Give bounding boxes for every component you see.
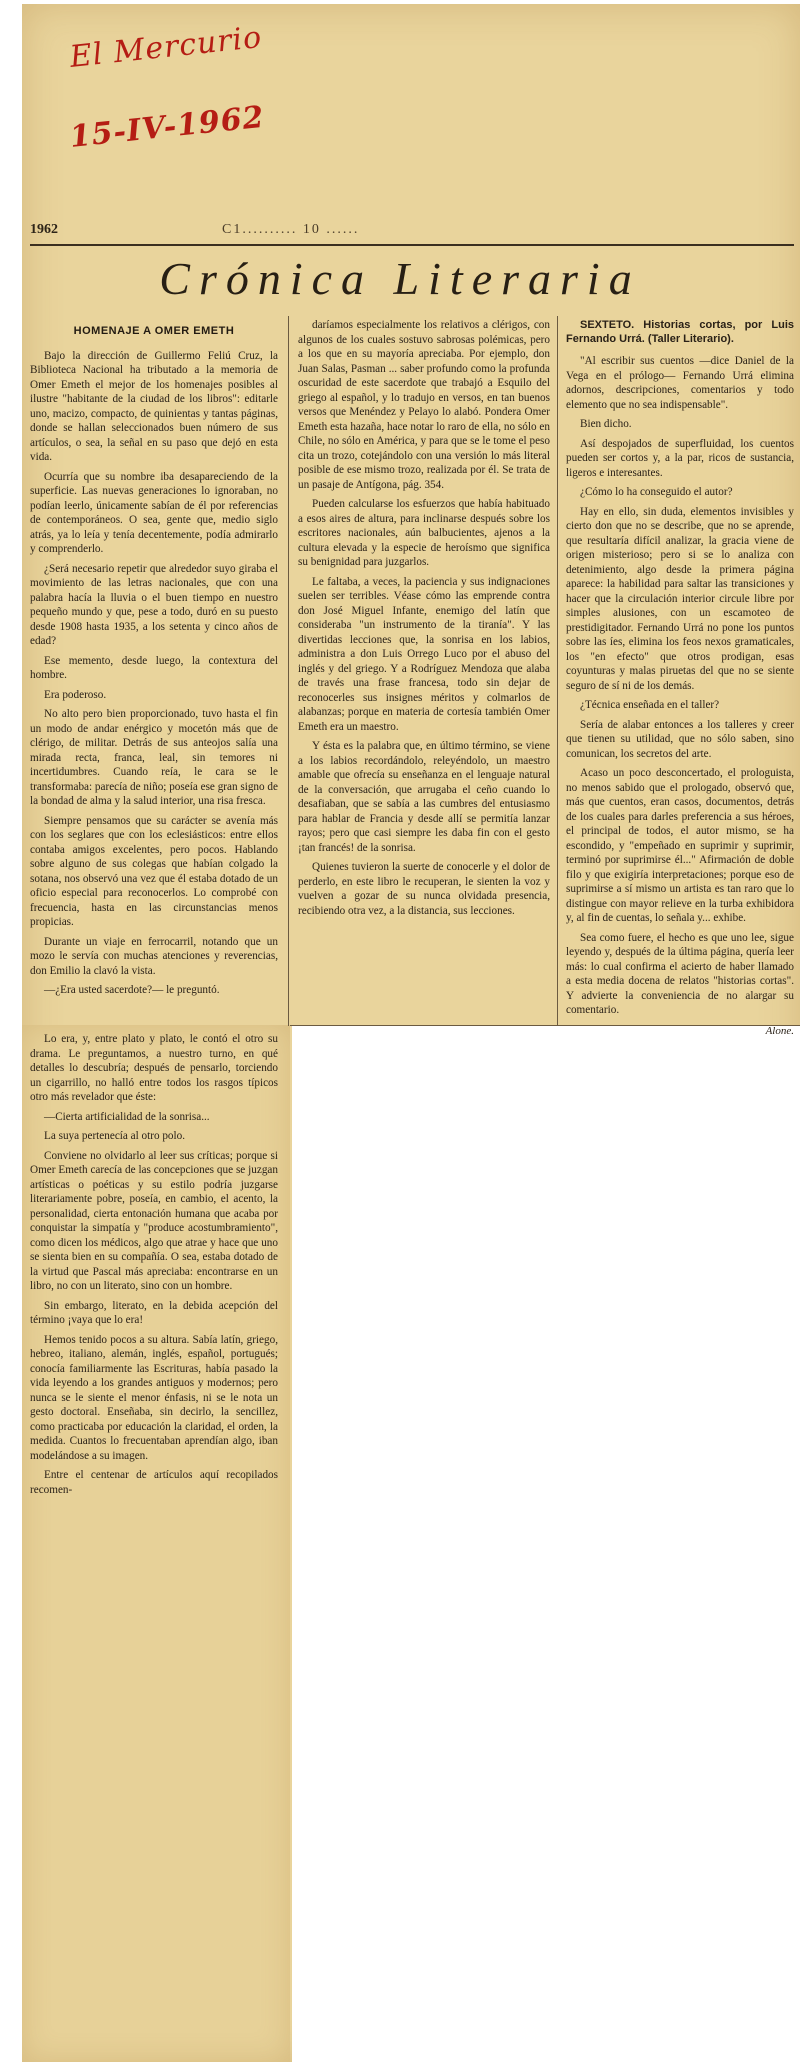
paragraph: Entre el centenar de artículos aquí recopilados recomen- <box>30 1469 278 1496</box>
top-rule <box>30 244 794 246</box>
paragraph: Hay en ello, sin duda, elementos invisibles y cierto don que no se describe, que no se aprende, que resultaría difícil analizar, la gracia viene de origen misterioso; pero si se lo analiza con detenimiento, algo desde la primera página aparece: la habilidad para saltar las transiciones y hacer que la circulación interior circule libre por simples alusiones, con un escamoteo de prestidigitador. Fernando Urrá no pone los puntos sobre las íes, elimina los feos nexos gramaticales, los "en efecto" que otros prodigan, esas coyunturas y malas piruetas del que no se siente seguro de sí ni de los demás. <box>566 505 794 692</box>
article-heading: HOMENAJE A OMER EMETH <box>73 325 235 337</box>
paragraph: Ese memento, desde luego, la contextura del hombre. <box>30 654 278 681</box>
paragraph: Sin embargo, literato, en la debida acepción del término ¡vaya que lo era! <box>30 1299 278 1326</box>
paragraph: ¿Cómo lo ha conseguido el autor? <box>580 486 733 498</box>
blank-page-area <box>292 1025 800 2062</box>
paragraph: Sería de alabar entonces a los talleres y creer que tienen su utilidad, que no sólo saben, sino comunican, los secretos del arte. <box>566 718 794 760</box>
issue-year: 1962 <box>30 222 58 237</box>
paragraph: ¿Técnica enseñada en el taller? <box>580 699 720 711</box>
column-divider <box>288 316 289 1026</box>
dialogue-line: —¿Era usted sacerdote?— le preguntó. <box>44 984 220 996</box>
column-divider <box>557 316 558 1026</box>
review-heading: SEXTETO. Historias cortas, por Luis Fernando Urrá. (Taller Literario). <box>566 319 794 345</box>
paragraph: Acaso un poco desconcertado, el prologuista, no menos sabido que el prologado, observó que, más que cuentos, eran casos, documentos, detrás de los cuales para darles preferencia a sus héroes, el principal de todos, el autor mismo, se ha escondido, y "empeñado en suprimir y suprimir, terminó por suprimirse él..." Afirmación de doble filo y que exigiría interpretaciones; porque eso de suprimirse a sí mismo un artista es tan raro que lo distingue con mayor relieve en la turba exhibidora y, al fin de cuentas, lo señala y... exhibe. <box>566 767 794 924</box>
paragraph: ¿Será necesario repetir que alrededor suyo giraba el movimiento de las letras nacionales, que con una palabra hacía la lluvia o el buen tiempo en nuestro pequeño mundo y que, pese a todo, duró en su puesto desde 1908 hasta 1935, a los setenta y cinco años de edad? <box>30 562 278 647</box>
dialogue-line: —Cierta artificialidad de la sonrisa... <box>44 1110 210 1123</box>
review-column-3 <box>566 318 794 1038</box>
author-signature: Alone. <box>765 1024 794 1037</box>
paragraph: Ocurría que su nombre iba desapareciendo de la superficie. Las nuevas generaciones lo ignoraban, no podían leerlo, únicamente sabían de él por referencias de contemporáneos. O sea, gente que, medio siglo atrás, ya lo leía y tenía decentemente, podía admirarlo y comprenderlo. <box>30 470 278 555</box>
paragraph: Durante un viaje en ferrocarril, notando que un mozo le servía con muchas atenciones y reverencias, don Emilio la clavó la vista. <box>30 935 278 977</box>
paragraph: Hemos tenido pocos a su altura. Sabía latín, griego, hebreo, italiano, alemán, inglés, español, portugués; conocía familiarmente las Escrituras, había pasado la vida leyendo a los grandes antiguos y modernos; pero nunca se le siente el menor énfasis, ni se le nota un gesto doctoral. Enseñaba, sin decirlo, la sencillez, como practicaba por educación la claridad, el orden, la medida. Cuantos lo frecuentaban aprendían algo, iban modelándose a su imagen. <box>30 1333 278 1462</box>
page-title: Crónica Literaria <box>159 253 641 304</box>
paragraph: Bien dicho. <box>580 418 632 430</box>
paragraph: Quienes tuvieron la suerte de conocerle y el dolor de perderlo, en este libro le recuperan, le sienten la voz y vuelven a gozar de su nunca olvidada presencia, recibiendo otra vez, a la distancia, sus lecciones. <box>298 861 550 917</box>
article-column-1 <box>30 320 278 1003</box>
paragraph: Lo era, y, entre plato y plato, le contó el otro su drama. Le preguntamos, a nuestro turno, en qué detalles lo descubría; después de pensarlo, torciendo un cigarrillo, no halló entre todos los rasgos típicos otro más revelador que éste: <box>30 1033 278 1103</box>
paragraph: Era poderoso. <box>44 688 107 701</box>
paragraph: Bajo la dirección de Guillermo Feliú Cruz, la Biblioteca Nacional ha tributado a la memoria de Omer Emeth el mejor de los homenajes posibles al ilustre "habitante de la ciudad de los libros": editarle uno, macizo, compacto, de quinientas y tantas páginas, donde se hallan seleccionados buen número de sus artículos, o sea, la señal en su paso que dejó en esta vida. <box>30 349 278 463</box>
paragraph: No alto pero bien proporcionado, tuvo hasta el fin un modo de andar enérgico y mocetón más que de clérigo, de militar. Detrás de sus anteojos salía una mirada recta, franca, leal, sin temores ni incertidumbres. Cuando reía, le cara se le transformaba: parecía de niño; poseía ese gran signo de la bondad de alma y la salud interior, una risa fresca. <box>30 708 278 807</box>
article-column-1-continued <box>30 1032 278 1502</box>
paragraph: "Al escribir sus cuentos —dice Daniel de la Vega en el prólogo— Fernando Urrá elimina adornos, descripciones, comentarios y todo elemento que no sea indispensable". <box>566 355 794 411</box>
paragraph: Conviene no olvidarlo al leer sus críticas; porque si Omer Emeth carecía de las concepciones que se juzgan artísticas o poéticas y su estilo podría juzgarse literariamente pobre, poseía, en cambio, el acento, la personalidad, cierta entonación humana que acaba por conquistar la simpatía y "produce acostumbramiento", como dicen los médicos, algo que atrae y hace que uno se sienta bien en su compañía. O sea, estaba dotado de la virtud que Pascal más apreciaba: encontrarse en un libro, no con un literato, sino con un hombre. <box>30 1149 278 1292</box>
paragraph: Siempre pensamos que su carácter se avenía más con los seglares que con los eclesiásticos: entre ellos contaba amigos excelentes, pero pocos. Hablando sobre alguno de sus colegas que habían colgado la sotana, nos observó una vez que él estaba dotado de un oficio especial para reconocerlos. Lo comprobé con frecuencia, hasta en las circunstancias menos propicias. <box>30 814 278 928</box>
handwritten-source-note: El Mercurio <box>68 19 264 75</box>
paragraph: Pueden calcularse los esfuerzos que había habituado a esos aires de altura, para inclinarse después sobre los escritores nacionales, aún balbucientes, ajenos a la cultura elevada y la especie de heroísmo que significa su benignidad para juzgarlos. <box>298 498 550 568</box>
faded-dateline: C1.......... 10 ...... <box>222 222 360 237</box>
article-column-2 <box>298 318 550 923</box>
paragraph: Así despojados de superfluidad, los cuentos pueden ser cortos y, a la par, ricos de sustancia, ligeros e interesantes. <box>566 437 794 479</box>
paragraph: Le faltaba, a veces, la paciencia y sus indignaciones suelen ser terribles. Véase cómo las emprende contra don José Miguel Infante, enemigo del latín que consideraba "un instrumento de la tiranía". Y las divertidas lecciones que, la sonrisa en los labios, administra a don Luis Orrego Luco por el abuso del inglés y del griego. Y a Rodríguez Mendoza que alaba de través una frase francesa, todo sin dejar de reconocerles sus insignes méritos y colmarlos de alabanzas; porque en materia de cortesía también Omer Emeth era un maestro. <box>298 575 550 733</box>
paragraph: Sea como fuere, el hecho es que uno lee, sigue leyendo y, después de la última página, quería leer más: lo cual confirma el acierto de haber llamado a esta media docena de relatos "historias cortas". Y advierte la conveniencia de no alargar su comentario. <box>566 931 794 1016</box>
paragraph: daríamos especialmente los relativos a clérigos, con algunos de los cuales sostuvo sabrosas polémicas, pero a los que en su mayoría apreciaba. Por ejemplo, don Juan Salas, Pasman ... saber profundo como la profunda oscuridad de este sacerdote que trabajó a Esquilo del griego al español, y lo tradujo en versos, en tan buenos versos que Menéndez y Pelayo lo alabó. Pondera Omer Emeth esta hazaña, hace notar lo raro de ella, no sólo en Chile, no sólo en América, y para que se le tome el peso cita un trozo, cotejándolo con una versión lo más literal posible de ese mismo trozo, realizada por él. Se trata de un pasaje de Antígona, pág. 354. <box>298 319 550 491</box>
paragraph: Y ésta es la palabra que, en último término, se viene a los labios recordándolo, releyéndolo, un maestro amable que ofrecía su enseñanza en el lenguaje natural de la conversación, que arrugaba el ceño cuando lo desafiaban, que se sabía a las cumbres del entusiasmo para hablar de Francia y desde allí se permitía lanzar rayos; pero que casi siempre les daba fin con el gesto ¡tan francés! de la sonrisa. <box>298 740 550 854</box>
paragraph: La suya pertenecía al otro polo. <box>44 1130 186 1142</box>
handwritten-date-note: 15-IV-1962 <box>68 99 267 155</box>
